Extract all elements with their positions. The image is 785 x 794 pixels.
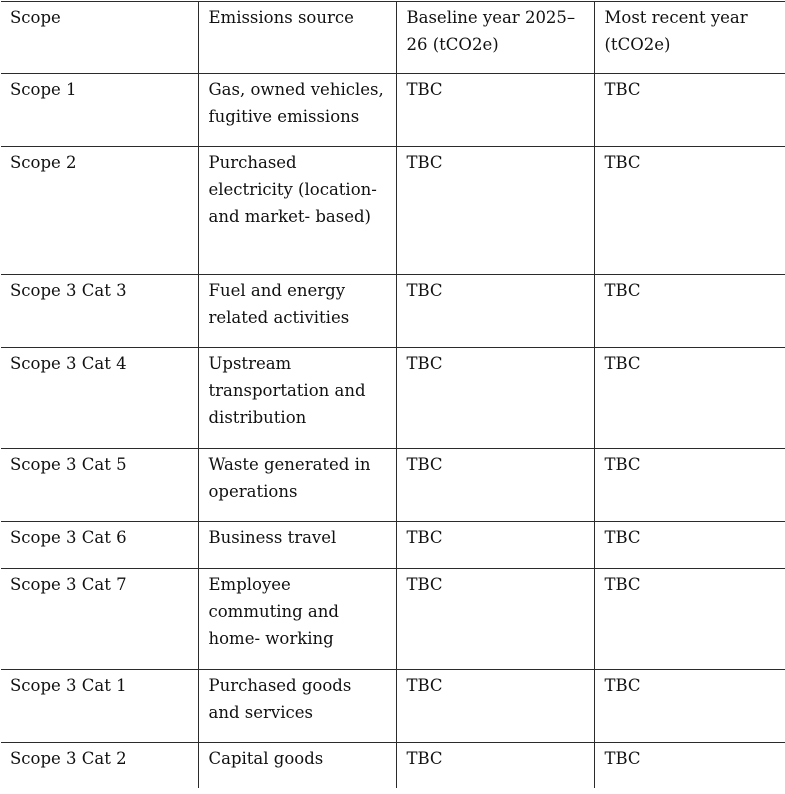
header-emissions-source: Emissions source [198,2,396,74]
cell-recent: TBC [594,569,785,670]
cell-recent: TBC [594,670,785,743]
cell-recent: TBC [594,147,785,275]
cell-source: Upstream transportation and distribution [198,348,396,449]
cell-scope: Scope 3 Cat 6 [1,522,198,569]
table-row [1,449,785,522]
header-most-recent-year: Most recent year (tCO2e) [594,2,785,74]
cell-baseline: TBC [396,522,594,569]
cell-baseline: TBC [396,275,594,348]
table-row [1,670,785,743]
cell-recent: TBC [594,348,785,449]
cell-scope: Scope 1 [1,74,198,147]
table-row [1,743,785,788]
table-row [1,569,785,670]
cell-baseline: TBC [396,670,594,743]
cell-source: Waste generated in operations [198,449,396,522]
cell-scope: Scope 2 [1,147,198,275]
cell-recent: TBC [594,74,785,147]
cell-source: Fuel and energy related activities [198,275,396,348]
emissions-table [1,1,785,788]
cell-source: Business travel [198,522,396,569]
cell-scope: Scope 3 Cat 3 [1,275,198,348]
cell-baseline: TBC [396,147,594,275]
header-baseline-year: Baseline year 2025–26 (tCO2e) [396,2,594,74]
cell-baseline: TBC [396,348,594,449]
cell-baseline: TBC [396,743,594,788]
cell-scope: Scope 3 Cat 5 [1,449,198,522]
cell-source: Gas, owned vehicles, fugitive emissions [198,74,396,147]
cell-recent: TBC [594,743,785,788]
table-row [1,74,785,147]
cell-recent: TBC [594,449,785,522]
cell-recent: TBC [594,522,785,569]
table-row [1,348,785,449]
cell-source: Purchased electricity (location‐ and market‐ based) [198,147,396,275]
cell-scope: Scope 3 Cat 2 [1,743,198,788]
cell-source: Employee commuting and home‐ working [198,569,396,670]
table-row [1,522,785,569]
cell-baseline: TBC [396,74,594,147]
cell-scope: Scope 3 Cat 1 [1,670,198,743]
table-row [1,275,785,348]
cell-baseline: TBC [396,569,594,670]
cell-baseline: TBC [396,449,594,522]
header-scope: Scope [1,2,198,74]
cell-recent: TBC [594,275,785,348]
cell-scope: Scope 3 Cat 4 [1,348,198,449]
cell-scope: Scope 3 Cat 7 [1,569,198,670]
table-header-row [1,2,785,74]
cell-source: Purchased goods and services [198,670,396,743]
table-row [1,147,785,275]
cell-source: Capital goods [198,743,396,788]
